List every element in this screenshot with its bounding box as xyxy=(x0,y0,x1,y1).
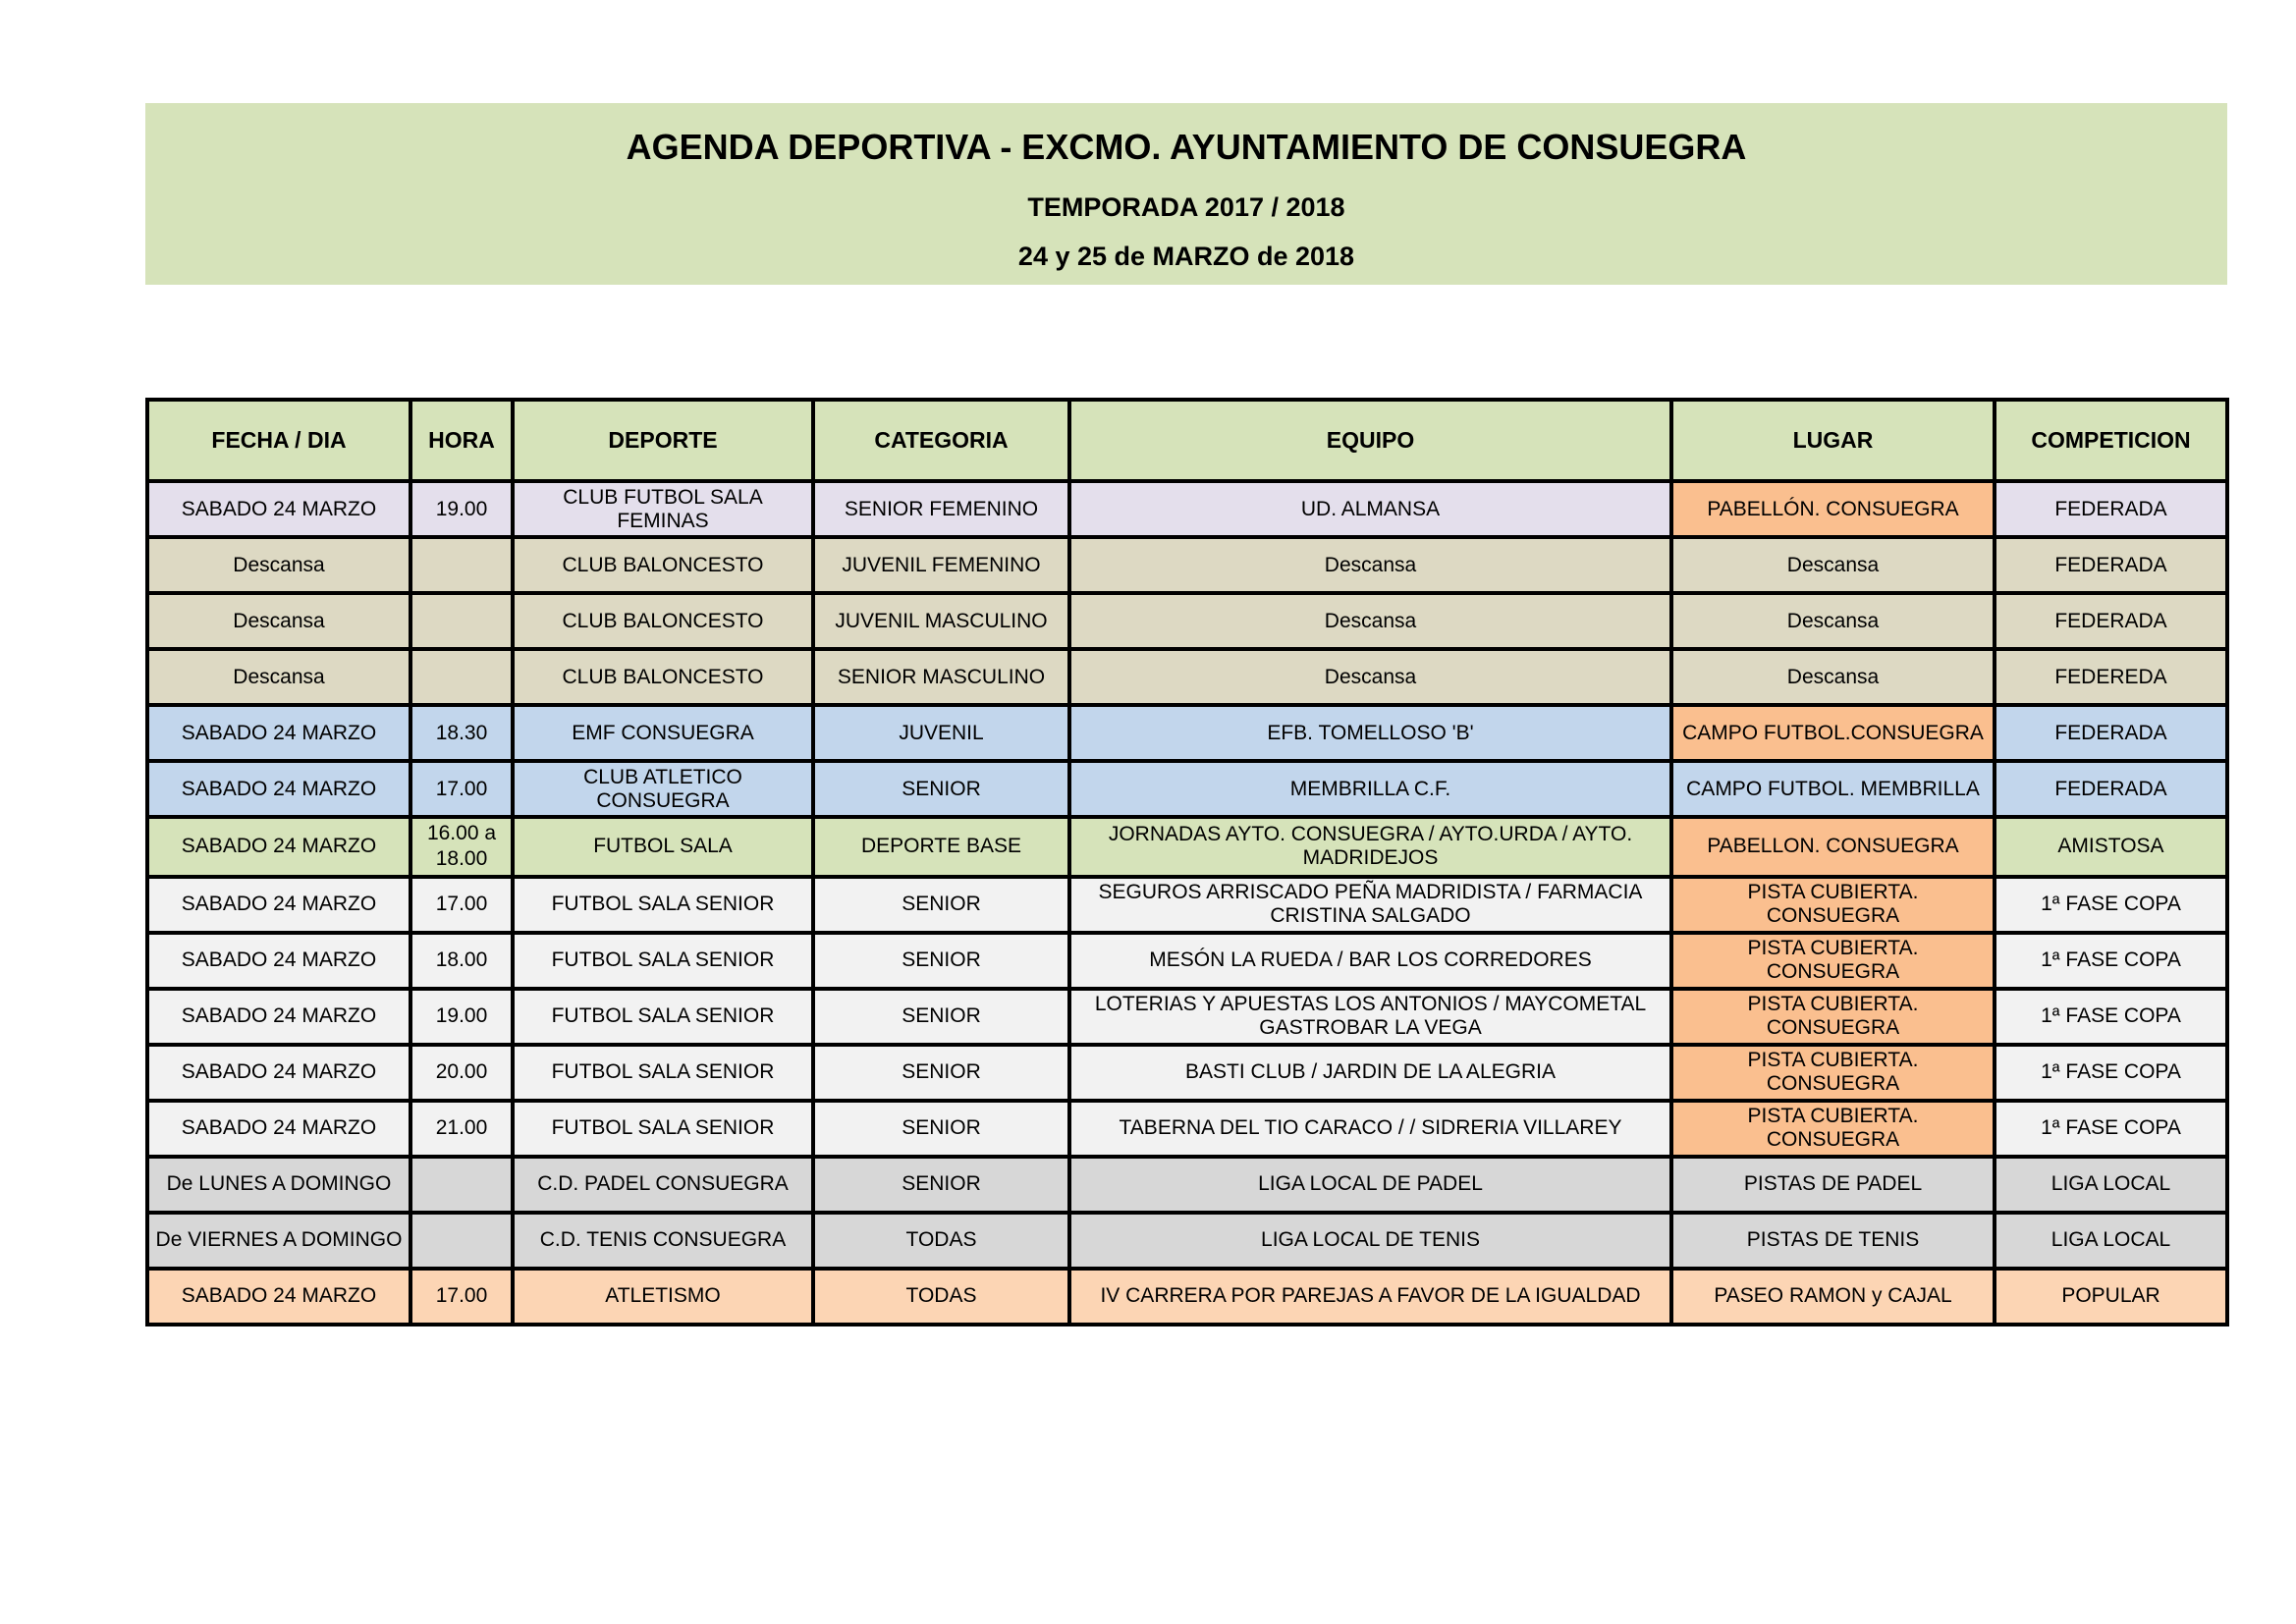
column-header-fecha-dia: FECHA / DIA xyxy=(147,400,410,481)
cell-competicion: LIGA LOCAL xyxy=(1995,1213,2227,1269)
cell-competicion: POPULAR xyxy=(1995,1269,2227,1325)
cell-deporte: CLUB BALONCESTO xyxy=(513,649,813,705)
cell-equipo: Descansa xyxy=(1069,593,1671,649)
cell-categoria: SENIOR xyxy=(813,761,1069,817)
table-row xyxy=(147,933,2227,989)
cell-competicion: 1ª FASE COPA xyxy=(1995,989,2227,1045)
cell-fecha: SABADO 24 MARZO xyxy=(147,1269,410,1325)
cell-equipo: UD. ALMANSA xyxy=(1069,481,1671,537)
cell-categoria: SENIOR xyxy=(813,933,1069,989)
cell-competicion: LIGA LOCAL xyxy=(1995,1157,2227,1213)
cell-categoria: SENIOR xyxy=(813,1157,1069,1213)
cell-fecha: SABADO 24 MARZO xyxy=(147,989,410,1045)
cell-hora xyxy=(410,537,513,593)
cell-hora: 20.00 xyxy=(410,1045,513,1101)
column-header-row xyxy=(147,400,2227,481)
cell-equipo: JORNADAS AYTO. CONSUEGRA / AYTO.URDA / AYTO. MADRIDEJOS xyxy=(1069,817,1671,877)
cell-deporte: C.D. PADEL CONSUEGRA xyxy=(513,1157,813,1213)
cell-competicion: FEDERADA xyxy=(1995,705,2227,761)
cell-hora xyxy=(410,593,513,649)
cell-equipo: SEGUROS ARRISCADO PEÑA MADRIDISTA / FARMACIA CRISTINA SALGADO xyxy=(1069,877,1671,933)
cell-lugar: PISTAS DE TENIS xyxy=(1671,1213,1995,1269)
column-header-categoria: CATEGORIA xyxy=(813,400,1069,481)
cell-categoria: SENIOR xyxy=(813,877,1069,933)
table-row xyxy=(147,877,2227,933)
column-header-hora: HORA xyxy=(410,400,513,481)
cell-lugar: PASEO RAMON y CAJAL xyxy=(1671,1269,1995,1325)
cell-deporte: FUTBOL SALA SENIOR xyxy=(513,1045,813,1101)
cell-categoria: SENIOR FEMENINO xyxy=(813,481,1069,537)
cell-equipo: LIGA LOCAL DE PADEL xyxy=(1069,1157,1671,1213)
cell-categoria: JUVENIL FEMENINO xyxy=(813,537,1069,593)
cell-competicion: FEDERADA xyxy=(1995,761,2227,817)
table-row xyxy=(147,1045,2227,1101)
cell-fecha: SABADO 24 MARZO xyxy=(147,1101,410,1157)
cell-categoria: SENIOR MASCULINO xyxy=(813,649,1069,705)
cell-hora xyxy=(410,649,513,705)
cell-hora: 18.00 xyxy=(410,933,513,989)
table-row xyxy=(147,593,2227,649)
table-row xyxy=(147,1269,2227,1325)
cell-deporte: FUTBOL SALA SENIOR xyxy=(513,933,813,989)
cell-hora: 17.00 xyxy=(410,761,513,817)
cell-fecha: SABADO 24 MARZO xyxy=(147,817,410,877)
cell-categoria: DEPORTE BASE xyxy=(813,817,1069,877)
cell-deporte: EMF CONSUEGRA xyxy=(513,705,813,761)
table-row xyxy=(147,705,2227,761)
cell-hora: 19.00 xyxy=(410,481,513,537)
cell-fecha: SABADO 24 MARZO xyxy=(147,481,410,537)
cell-lugar: CAMPO FUTBOL.CONSUEGRA xyxy=(1671,705,1995,761)
column-header-lugar: LUGAR xyxy=(1671,400,1995,481)
schedule-table-container xyxy=(145,398,2229,1326)
table-row xyxy=(147,1213,2227,1269)
cell-fecha: SABADO 24 MARZO xyxy=(147,761,410,817)
cell-hora: 17.00 xyxy=(410,1269,513,1325)
cell-hora: 18.30 xyxy=(410,705,513,761)
cell-deporte: CLUB BALONCESTO xyxy=(513,593,813,649)
cell-competicion: 1ª FASE COPA xyxy=(1995,933,2227,989)
cell-hora: 16.00 a 18.00 xyxy=(410,817,513,877)
cell-equipo: EFB. TOMELLOSO 'B' xyxy=(1069,705,1671,761)
cell-lugar: Descansa xyxy=(1671,537,1995,593)
cell-categoria: SENIOR xyxy=(813,1045,1069,1101)
cell-categoria: JUVENIL MASCULINO xyxy=(813,593,1069,649)
season-subtitle: TEMPORADA 2017 / 2018 xyxy=(1027,192,1345,222)
cell-deporte: FUTBOL SALA SENIOR xyxy=(513,989,813,1045)
schedule-body xyxy=(147,481,2227,1325)
table-row xyxy=(147,989,2227,1045)
column-header-competicion: COMPETICION xyxy=(1995,400,2227,481)
cell-competicion: 1ª FASE COPA xyxy=(1995,1101,2227,1157)
cell-competicion: FEDERADA xyxy=(1995,537,2227,593)
cell-fecha: De LUNES A DOMINGO xyxy=(147,1157,410,1213)
dates-subtitle: 24 y 25 de MARZO de 2018 xyxy=(1017,242,1355,271)
cell-hora: 19.00 xyxy=(410,989,513,1045)
cell-lugar: Descansa xyxy=(1671,593,1995,649)
table-row xyxy=(147,1101,2227,1157)
table-row xyxy=(147,481,2227,537)
cell-hora: 21.00 xyxy=(410,1101,513,1157)
cell-fecha: Descansa xyxy=(147,649,410,705)
cell-lugar: PABELLÓN. CONSUEGRA xyxy=(1671,481,1995,537)
table-row xyxy=(147,817,2227,877)
cell-equipo: MESÓN LA RUEDA / BAR LOS CORREDORES xyxy=(1069,933,1671,989)
cell-deporte: CLUB FUTBOL SALA FEMINAS xyxy=(513,481,813,537)
column-header-equipo: EQUIPO xyxy=(1069,400,1671,481)
cell-deporte: FUTBOL SALA SENIOR xyxy=(513,877,813,933)
cell-equipo: IV CARRERA POR PAREJAS A FAVOR DE LA IGUALDAD xyxy=(1069,1269,1671,1325)
cell-equipo: LIGA LOCAL DE TENIS xyxy=(1069,1213,1671,1269)
cell-lugar: PISTA CUBIERTA. CONSUEGRA xyxy=(1671,933,1995,989)
cell-categoria: TODAS xyxy=(813,1269,1069,1325)
cell-lugar: CAMPO FUTBOL. MEMBRILLA xyxy=(1671,761,1995,817)
cell-lugar: PISTAS DE PADEL xyxy=(1671,1157,1995,1213)
cell-categoria: TODAS xyxy=(813,1213,1069,1269)
cell-categoria: SENIOR xyxy=(813,1101,1069,1157)
cell-fecha: SABADO 24 MARZO xyxy=(147,705,410,761)
column-header-deporte: DEPORTE xyxy=(513,400,813,481)
cell-lugar: Descansa xyxy=(1671,649,1995,705)
header-band xyxy=(145,103,2227,285)
cell-competicion: 1ª FASE COPA xyxy=(1995,1045,2227,1101)
table-row xyxy=(147,1157,2227,1213)
cell-equipo: LOTERIAS Y APUESTAS LOS ANTONIOS / MAYCOMETAL GASTROBAR LA VEGA xyxy=(1069,989,1671,1045)
table-row xyxy=(147,537,2227,593)
cell-fecha: De VIERNES A DOMINGO xyxy=(147,1213,410,1269)
cell-competicion: AMISTOSA xyxy=(1995,817,2227,877)
cell-competicion: FEDERADA xyxy=(1995,481,2227,537)
page-title: AGENDA DEPORTIVA - EXCMO. AYUNTAMIENTO DE CONSUEGRA xyxy=(626,127,1747,167)
cell-equipo: TABERNA DEL TIO CARACO / / SIDRERIA VILLAREY xyxy=(1069,1101,1671,1157)
cell-equipo: Descansa xyxy=(1069,537,1671,593)
cell-deporte: ATLETISMO xyxy=(513,1269,813,1325)
table-row xyxy=(147,761,2227,817)
cell-competicion: FEDEREDA xyxy=(1995,649,2227,705)
cell-lugar: PISTA CUBIERTA. CONSUEGRA xyxy=(1671,1045,1995,1101)
table-row xyxy=(147,649,2227,705)
cell-hora xyxy=(410,1213,513,1269)
cell-equipo: Descansa xyxy=(1069,649,1671,705)
cell-hora xyxy=(410,1157,513,1213)
cell-competicion: 1ª FASE COPA xyxy=(1995,877,2227,933)
cell-hora: 17.00 xyxy=(410,877,513,933)
cell-lugar: PABELLON. CONSUEGRA xyxy=(1671,817,1995,877)
cell-fecha: SABADO 24 MARZO xyxy=(147,877,410,933)
cell-equipo: MEMBRILLA C.F. xyxy=(1069,761,1671,817)
cell-categoria: JUVENIL xyxy=(813,705,1069,761)
cell-lugar: PISTA CUBIERTA. CONSUEGRA xyxy=(1671,877,1995,933)
cell-lugar: PISTA CUBIERTA. CONSUEGRA xyxy=(1671,989,1995,1045)
schedule-table xyxy=(145,398,2229,1326)
cell-deporte: FUTBOL SALA SENIOR xyxy=(513,1101,813,1157)
cell-fecha: SABADO 24 MARZO xyxy=(147,1045,410,1101)
cell-equipo: BASTI CLUB / JARDIN DE LA ALEGRIA xyxy=(1069,1045,1671,1101)
cell-fecha: Descansa xyxy=(147,593,410,649)
cell-lugar: PISTA CUBIERTA. CONSUEGRA xyxy=(1671,1101,1995,1157)
cell-deporte: CLUB BALONCESTO xyxy=(513,537,813,593)
cell-fecha: SABADO 24 MARZO xyxy=(147,933,410,989)
cell-categoria: SENIOR xyxy=(813,989,1069,1045)
cell-deporte: C.D. TENIS CONSUEGRA xyxy=(513,1213,813,1269)
cell-deporte: CLUB ATLETICO CONSUEGRA xyxy=(513,761,813,817)
cell-deporte: FUTBOL SALA xyxy=(513,817,813,877)
cell-competicion: FEDERADA xyxy=(1995,593,2227,649)
cell-fecha: Descansa xyxy=(147,537,410,593)
